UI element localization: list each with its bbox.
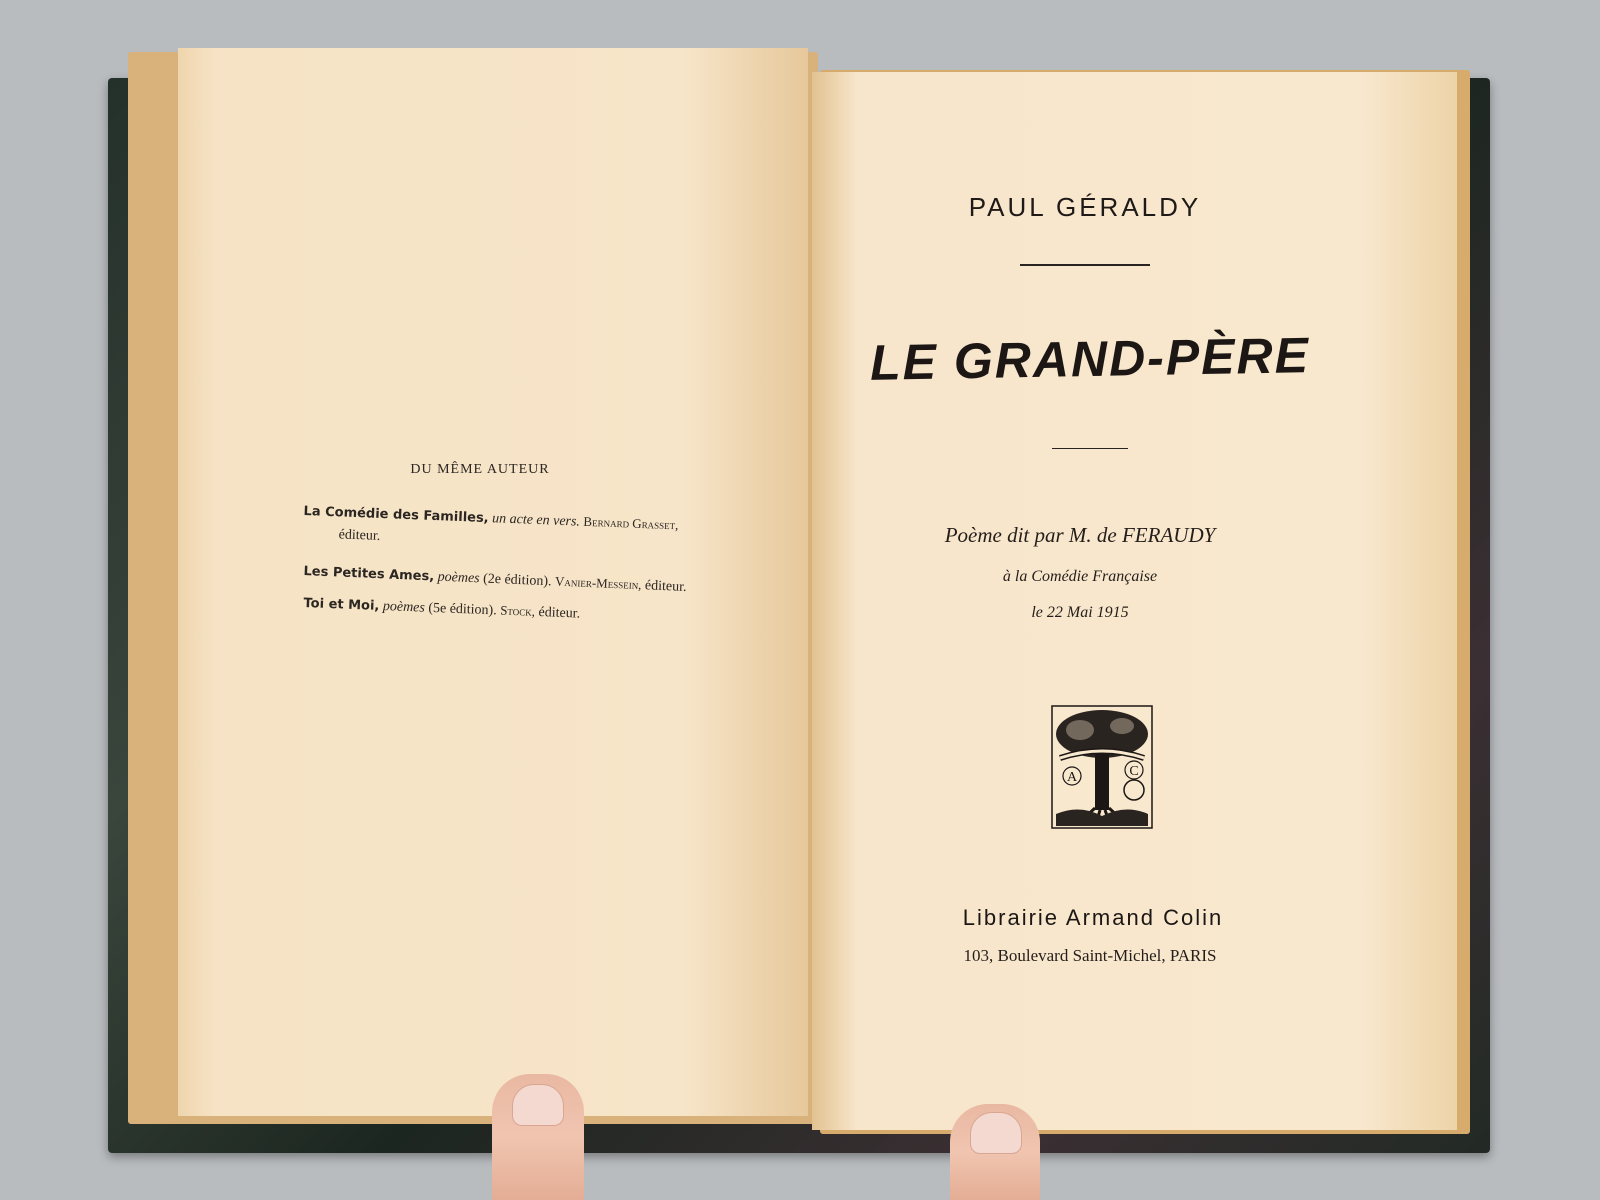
work-edition: (5e édition). [428,600,498,619]
work-desc: poèmes [437,569,480,587]
right-thumbnail [970,1112,1022,1154]
performance-line: Poème dit par M. de FERAUDY [944,523,1216,547]
author-name: PAUL GÉRALDY [968,192,1202,222]
work-title: Toi et Moi, [303,595,380,614]
publisher-tree-emblem [1050,704,1154,830]
divider-rule [1052,448,1128,449]
work-publisher: Bernard Grasset, [583,513,679,533]
performance-venue: à la Comédie Française [1002,568,1158,585]
right-page [812,72,1457,1130]
work-tail: éditeur. [338,527,381,544]
left-thumbnail [512,1084,564,1126]
work-title: Les Petites Ames, [303,563,435,585]
same-author-heading: DU MÊME AUTEUR [410,462,550,477]
work-edition: (2e édition). [482,571,552,590]
work-publisher: Stock, [499,602,536,619]
work-tail: éditeur. [538,605,581,622]
publisher-address: 103, Boulevard Saint-Michel, PARIS [963,946,1217,965]
emblem-letter-c: C [1129,764,1139,779]
work-desc: un acte en vers. [491,511,581,530]
work-desc: poèmes [382,599,426,616]
book-title: LE GRAND-PÈRE [869,327,1311,391]
work-publisher: Vanier-Messein, [554,573,642,593]
work-tail: éditeur. [644,578,687,596]
publisher-name: Librairie Armand Colin [962,905,1224,930]
performance-date: le 22 Mai 1915 [1031,604,1129,621]
work-title: La Comédie des Familles, [303,503,489,527]
divider-rule [1020,264,1150,266]
emblem-letter-a: A [1066,770,1078,785]
